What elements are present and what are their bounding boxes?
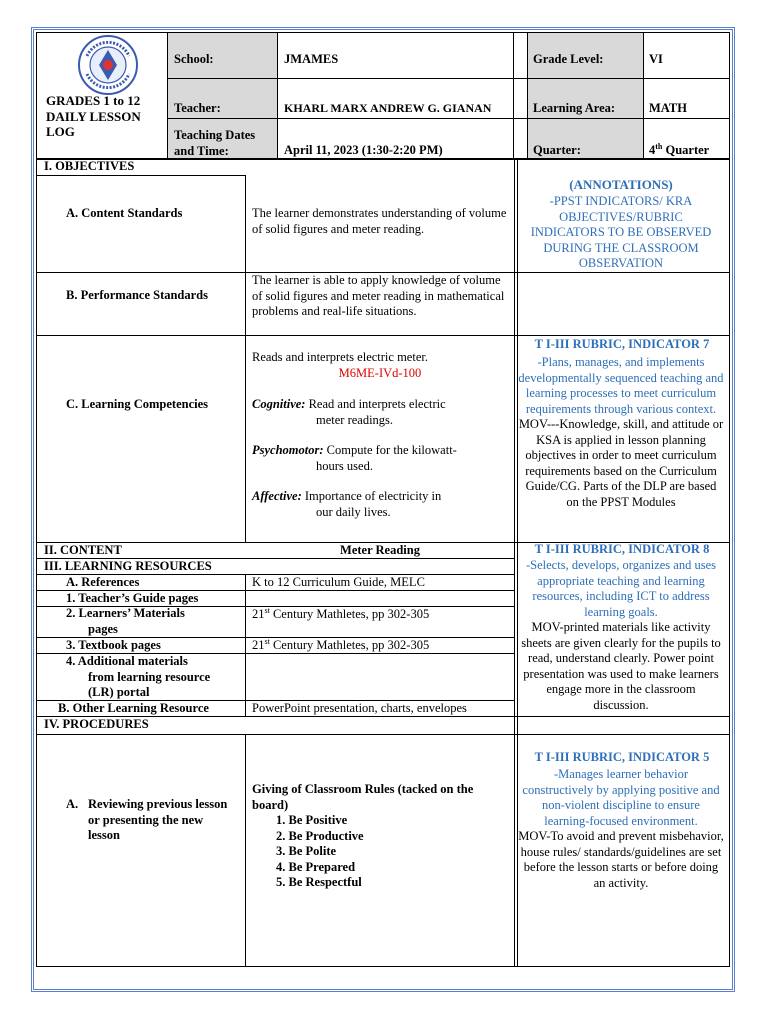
indicator-5-title: T I-III RUBRIC, INDICATOR 5 bbox=[534, 750, 710, 764]
content-heading: II. CONTENT bbox=[44, 543, 122, 557]
procedures-heading: IV. PROCEDURES bbox=[44, 717, 149, 731]
competency-main: Reads and interprets electric meter. bbox=[252, 350, 428, 364]
performance-standards-text: The learner is able to apply knowledge of volume of solid figures and meter reading in mathematical problems and real-life situations. bbox=[252, 273, 505, 318]
rule-item: 5. Be Respectful bbox=[276, 875, 362, 889]
learners-materials-label: 2. Learners’ Materials pages bbox=[66, 606, 185, 636]
dates-value: April 11, 2023 (1:30-2:20 PM) bbox=[284, 143, 443, 157]
label-shade bbox=[527, 32, 643, 158]
references-value: K to 12 Curriculum Guide, MELC bbox=[252, 575, 425, 589]
classroom-rules: Giving of Classroom Rules (tacked on the board) 1. Be Positive 2. Be Productive 3. Be Polite 4. Be Prepared 5. Be Respectful bbox=[252, 782, 510, 891]
area-label: Learning Area: bbox=[533, 101, 616, 115]
procedure-a-label: A. Reviewing previous lesson or presenting the new lesson bbox=[66, 797, 228, 842]
textbook-label: 3. Textbook pages bbox=[66, 638, 161, 652]
indicator-7-title: T I-III RUBRIC, INDICATOR 7 bbox=[534, 337, 710, 351]
quarter-label: Quarter: bbox=[533, 143, 581, 157]
area-value: MATH bbox=[649, 101, 687, 115]
references-label: A. References bbox=[66, 575, 140, 589]
content-standards-label: A. Content Standards bbox=[66, 206, 183, 220]
performance-standards-label: B. Performance Standards bbox=[66, 288, 208, 302]
indicator-8-title: T I-III RUBRIC, INDICATOR 8 bbox=[534, 542, 710, 556]
teacher-value: KHARL MARX ANDREW G. GIANAN bbox=[284, 101, 492, 115]
indicator-5-text: -Manages learner behavior constructively by applying positive and non-violent discipline to ensure learning-focused environment. MOV-To avoid and prevent misbehavior, house rules/ standards/guidelines are set before the lesson starts or before doing an activity. bbox=[518, 767, 724, 890]
content-value: Meter Reading bbox=[340, 543, 420, 557]
learning-competencies-label: C. Learning Competencies bbox=[66, 397, 208, 411]
additional-materials-label: 4. Additional materials from learning resource (LR) portal bbox=[66, 654, 211, 699]
rule-item: 1. Be Positive bbox=[276, 813, 348, 827]
rule-item: 2. Be Productive bbox=[276, 828, 364, 843]
grade-label: Grade Level: bbox=[533, 52, 604, 66]
competency-code: M6ME-IVd-100 bbox=[338, 366, 422, 380]
textbook-value: 21st Century Mathletes, pp 302-305 bbox=[252, 636, 430, 652]
rule-item: 3. Be Polite bbox=[276, 844, 337, 858]
cognitive-objective: Cognitive: Read and interprets electric meter readings. bbox=[252, 397, 446, 427]
objectives-heading: I. OBJECTIVES bbox=[44, 159, 135, 173]
deped-seal-icon bbox=[77, 34, 139, 96]
dates-label: Teaching Dates and Time: bbox=[174, 128, 256, 158]
other-resource-value: PowerPoint presentation, charts, envelopes bbox=[252, 701, 467, 715]
school-label: School: bbox=[174, 52, 214, 66]
other-resource-label: B. Other Learning Resource bbox=[58, 701, 209, 715]
annotations-body: -PPST INDICATORS/ KRA OBJECTIVES/RUBRIC INDICATORS TO BE OBSERVED DURING THE CLASSROOM OBSERVATION bbox=[530, 194, 712, 270]
school-value: JMAMES bbox=[284, 52, 339, 66]
content-standards-text: The learner demonstrates understanding of volume of solid figures and meter reading. bbox=[252, 206, 507, 236]
dll-title: GRADES 1 to 12 DAILY LESSON LOG bbox=[46, 93, 141, 139]
teacher-label: Teacher: bbox=[174, 101, 221, 115]
grade-value: VI bbox=[649, 52, 663, 66]
indicator-8-text: -Selects, develops, organizes and uses appropriate teaching and learning resources, including ICT to address learning goals. MOV-printed materials like activity sheets are given clearly for the pupils to read, understand clearly. Power point presentation was used to make learners engage more in the classroom discussion. bbox=[521, 558, 721, 712]
rule-item: 4. Be Prepared bbox=[276, 859, 356, 874]
teachers-guide-label: 1. Teacher’s Guide pages bbox=[66, 591, 199, 605]
affective-objective: Affective: Importance of electricity in our daily lives. bbox=[252, 489, 442, 519]
quarter-value: 4th Quarter bbox=[649, 141, 710, 157]
psychomotor-objective: Psychomotor: Compute for the kilowatt- hours used. bbox=[252, 443, 457, 473]
learners-materials-value: 21st Century Mathletes, pp 302-305 bbox=[252, 605, 430, 621]
annotations-title: (ANNOTATIONS) bbox=[569, 177, 673, 192]
indicator-7-text: -Plans, manages, and implements developmentally sequenced teaching and learning processes to meet curriculum requirements through various context. MOV---Knowledge, skill, and attitude or KSA is applied in lesson planning objectives in order to meet curriculum requirements based on the Curriculum Guide/CG. Parts of the DLP are based on the PPST Modules bbox=[518, 355, 724, 509]
resources-heading: III. LEARNING RESOURCES bbox=[44, 559, 212, 573]
